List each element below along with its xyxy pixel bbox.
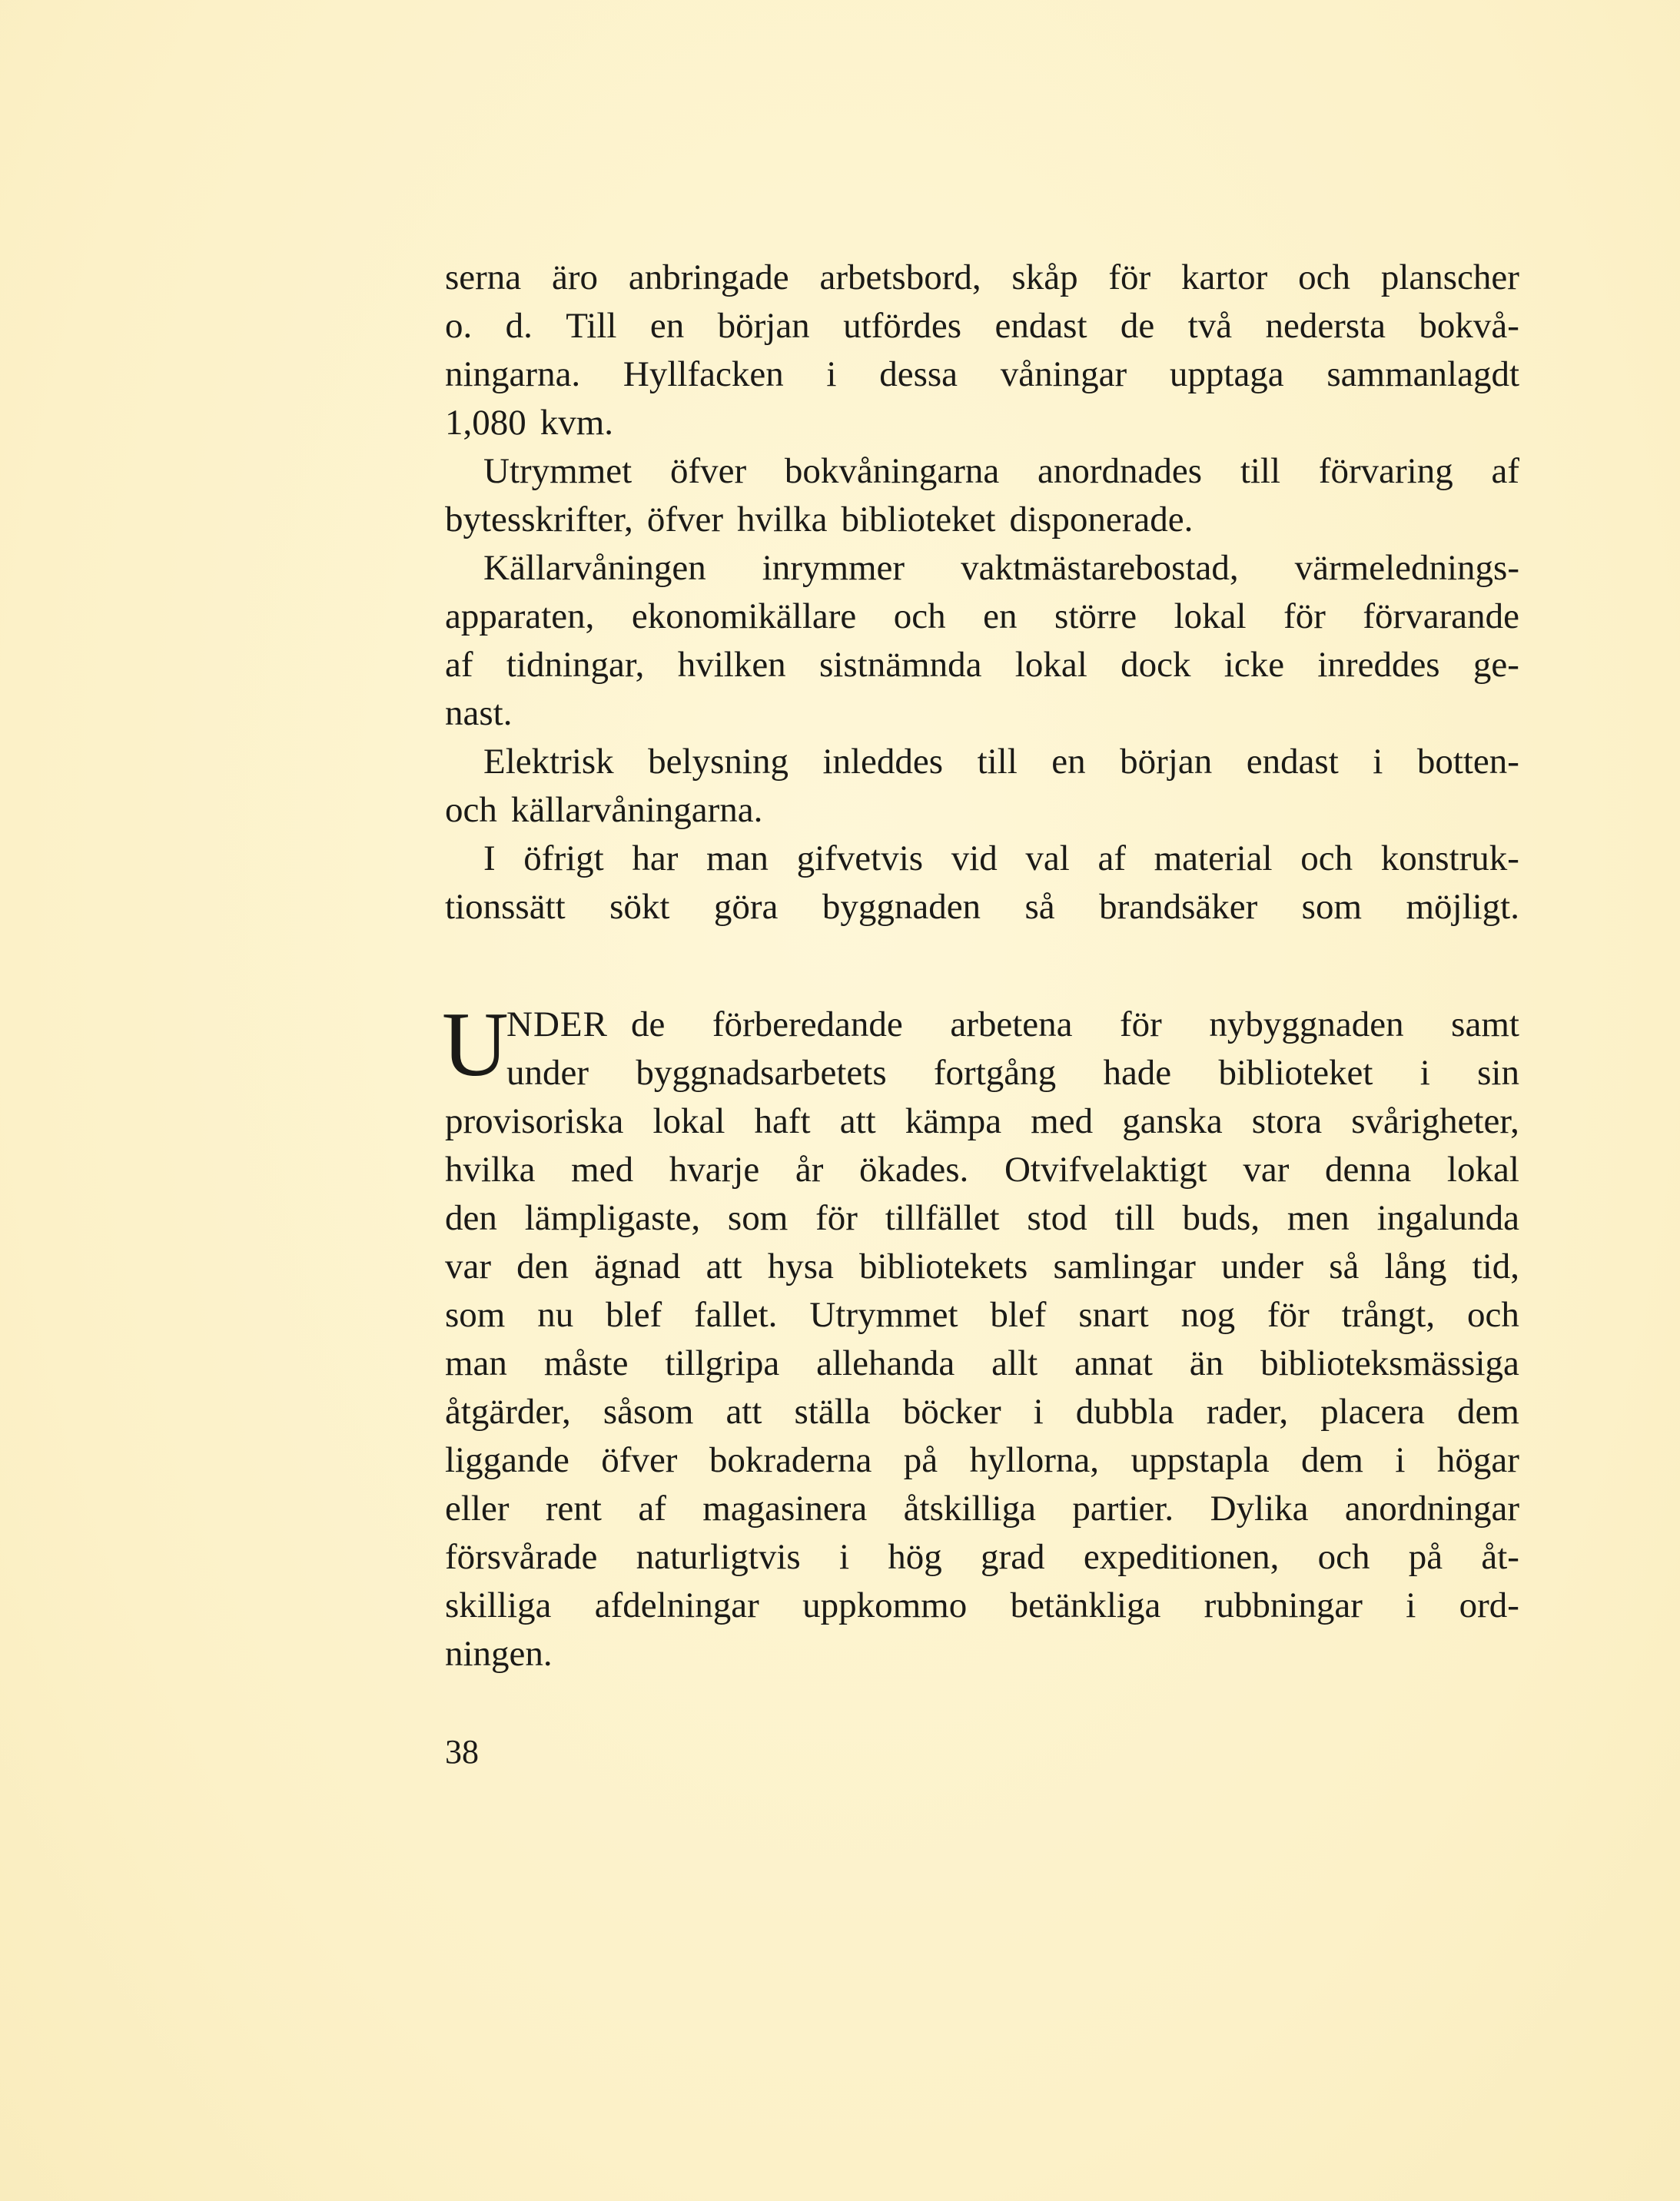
- word: sökt: [609, 887, 670, 927]
- word: öfrigt: [523, 838, 604, 878]
- word: såsom: [603, 1392, 694, 1432]
- word: för: [1108, 257, 1151, 297]
- word: kartor: [1181, 257, 1268, 297]
- word: partier.: [1072, 1489, 1174, 1529]
- word: möjligt.: [1406, 887, 1519, 927]
- word: källarvåningarna.: [510, 790, 763, 830]
- word: under: [506, 1053, 589, 1093]
- text-line: [445, 786, 1519, 835]
- word: ökades.: [859, 1150, 969, 1190]
- word: dem: [1301, 1440, 1363, 1480]
- word: lång: [1384, 1247, 1447, 1286]
- word: biblioteksmässiga: [1260, 1343, 1519, 1383]
- word: till: [1114, 1198, 1155, 1238]
- word: inleddes: [822, 742, 944, 782]
- word: år: [795, 1150, 824, 1190]
- first-line-rest: [631, 1001, 1519, 1049]
- section-spacer: [445, 931, 1519, 1001]
- word: och: [1298, 257, 1350, 297]
- text-line: [445, 641, 1519, 689]
- word: bytesskrifter,: [445, 500, 633, 539]
- word: dock: [1121, 645, 1191, 685]
- word: nedersta: [1265, 306, 1386, 346]
- word: i: [826, 354, 837, 394]
- word: snart: [1078, 1295, 1149, 1335]
- word: blef: [606, 1295, 662, 1335]
- text-line: [445, 1388, 1519, 1436]
- word: icke: [1223, 645, 1285, 685]
- text-line: [445, 1194, 1519, 1243]
- word: nog: [1180, 1295, 1236, 1335]
- word: hvilken: [677, 645, 786, 685]
- word: Till: [566, 306, 617, 346]
- word: åtskilliga: [903, 1489, 1036, 1529]
- word: bokvåningarna: [784, 451, 1000, 491]
- word: som: [1301, 887, 1363, 927]
- word: byggnaden: [822, 887, 981, 927]
- word: skåp: [1011, 257, 1078, 297]
- word: åt-: [1481, 1537, 1519, 1577]
- text-line: [445, 1243, 1519, 1291]
- word: trångt,: [1341, 1295, 1436, 1335]
- section-1: [445, 254, 1519, 931]
- word: svårigheter,: [1351, 1101, 1519, 1141]
- word: haft: [754, 1101, 811, 1141]
- word: fortgång: [933, 1053, 1057, 1093]
- word: I: [483, 838, 496, 878]
- word: hvilka: [445, 1150, 536, 1190]
- word: början: [1120, 742, 1213, 782]
- word: i: [1033, 1392, 1044, 1432]
- word: bokraderna: [709, 1440, 872, 1480]
- word: med: [571, 1150, 634, 1190]
- word: än: [1189, 1343, 1224, 1383]
- word: stod: [1027, 1198, 1087, 1238]
- text-line: [445, 350, 1519, 399]
- word: den: [516, 1247, 569, 1286]
- word: man: [706, 838, 769, 878]
- text-line: [445, 883, 1519, 931]
- word: de: [1120, 306, 1155, 346]
- word: grad: [981, 1537, 1045, 1577]
- text-line: [445, 254, 1519, 302]
- word: som: [727, 1198, 789, 1238]
- word: kämpa: [905, 1101, 1002, 1141]
- word: våningar: [1000, 354, 1127, 394]
- word: böcker: [902, 1392, 1001, 1432]
- word: Elektrisk: [483, 742, 614, 782]
- word: kvm.: [540, 403, 614, 443]
- word: hade: [1103, 1053, 1172, 1093]
- word: försvårade: [445, 1537, 598, 1577]
- word: att: [839, 1101, 876, 1141]
- word: placera: [1320, 1392, 1425, 1432]
- word: förvarande: [1363, 596, 1519, 636]
- section-2: [442, 993, 1519, 1678]
- word: hysa: [767, 1247, 834, 1286]
- word: botten-: [1416, 742, 1519, 782]
- word: allt: [991, 1343, 1038, 1383]
- word: ganska: [1122, 1101, 1223, 1141]
- word: material: [1154, 838, 1273, 878]
- word: anordnades: [1038, 451, 1203, 491]
- word: dessa: [879, 354, 958, 394]
- word: ord-: [1459, 1585, 1519, 1625]
- word: Otvifvelaktigt: [1004, 1150, 1207, 1190]
- word: tillgripa: [665, 1343, 780, 1383]
- word: expeditionen,: [1083, 1537, 1280, 1577]
- word: rader,: [1206, 1392, 1289, 1432]
- word: lokal: [1014, 645, 1087, 685]
- word: nast.: [445, 693, 513, 733]
- word: bokvå-: [1419, 306, 1519, 346]
- text-line: [445, 1630, 1519, 1678]
- word: uppstapla: [1131, 1440, 1270, 1480]
- word: af: [638, 1489, 666, 1529]
- word: 1,080: [445, 403, 526, 443]
- text-line: [445, 689, 1519, 738]
- word: Hyllfacken: [623, 354, 784, 394]
- word: öfver: [646, 500, 723, 539]
- word: af: [1491, 451, 1519, 491]
- page-body: [442, 254, 1519, 1678]
- word: lämpligaste,: [524, 1198, 701, 1238]
- word: de: [630, 1004, 666, 1044]
- word: ägnad: [594, 1247, 681, 1286]
- word: rent: [545, 1489, 602, 1529]
- word: tid,: [1472, 1247, 1519, 1286]
- word: Utrymmet: [483, 451, 632, 491]
- word: uppkommo: [802, 1585, 968, 1625]
- word: sammanlagdt: [1326, 354, 1519, 394]
- word: och: [445, 790, 497, 830]
- word: endast: [994, 306, 1087, 346]
- word: arbetena: [950, 1004, 1073, 1044]
- word: på: [903, 1440, 938, 1480]
- text-line: [445, 399, 1519, 447]
- word: utfördes: [843, 306, 962, 346]
- word: till: [977, 742, 1018, 782]
- word: i: [1373, 742, 1383, 782]
- word: öfver: [669, 451, 747, 491]
- word: bibliotekets: [859, 1247, 1028, 1286]
- word: naturligtvis: [636, 1537, 801, 1577]
- word: annat: [1074, 1343, 1153, 1383]
- word: under: [1221, 1247, 1304, 1286]
- word: i: [838, 1537, 850, 1577]
- word: o.: [445, 306, 473, 346]
- word: och: [1467, 1295, 1519, 1335]
- word: nu: [537, 1295, 574, 1335]
- word: val: [1025, 838, 1070, 878]
- word: Källarvåningen: [483, 548, 706, 588]
- word: för: [1120, 1004, 1162, 1044]
- text-line: [445, 1340, 1519, 1388]
- word: man: [445, 1343, 507, 1383]
- word: biblioteket: [1218, 1053, 1373, 1093]
- word: så: [1024, 887, 1055, 927]
- word: förvaring: [1318, 451, 1453, 491]
- section-2-first-line: [445, 1001, 1519, 1049]
- word: värmelednings-: [1294, 548, 1519, 588]
- word: konstruk-: [1380, 838, 1519, 878]
- word: men: [1287, 1198, 1350, 1238]
- word: nybyggnaden: [1209, 1004, 1404, 1044]
- word: Dylika: [1210, 1489, 1309, 1529]
- word: på: [1408, 1537, 1443, 1577]
- word: tillfället: [885, 1198, 1000, 1238]
- word: början: [717, 306, 810, 346]
- word: af: [1097, 838, 1126, 878]
- section-2-lines: [445, 1049, 1519, 1678]
- word: till: [1240, 451, 1281, 491]
- word: planscher: [1380, 257, 1519, 297]
- word: blef: [990, 1295, 1047, 1335]
- word: i: [1419, 1053, 1430, 1093]
- word: sin: [1477, 1053, 1519, 1093]
- word: stora: [1251, 1101, 1323, 1141]
- word: betänkliga: [1010, 1585, 1161, 1625]
- word: och: [1300, 838, 1353, 878]
- word: af: [445, 645, 473, 685]
- word: arbetsbord,: [819, 257, 981, 297]
- word: förberedande: [712, 1004, 903, 1044]
- word: fallet.: [694, 1295, 778, 1335]
- word: provisoriska: [445, 1101, 624, 1141]
- word: ningarna.: [445, 354, 581, 394]
- word: hög: [888, 1537, 942, 1577]
- word: magasinera: [702, 1489, 868, 1529]
- text-line: [445, 496, 1519, 544]
- text-line: [445, 1049, 1519, 1097]
- word: ekonomikällare: [631, 596, 857, 636]
- word: sistnämnda: [819, 645, 982, 685]
- word: ingalunda: [1376, 1198, 1519, 1238]
- word: hvarje: [669, 1150, 760, 1190]
- word: två: [1187, 306, 1233, 346]
- word: gifvetvis: [796, 838, 924, 878]
- word: tidningar,: [506, 645, 645, 685]
- word: så: [1329, 1247, 1360, 1286]
- text-line: [445, 738, 1519, 786]
- word: serna: [445, 257, 522, 297]
- text-line: [445, 1485, 1519, 1533]
- word: att: [725, 1392, 762, 1432]
- word: en: [649, 306, 685, 346]
- word: ge-: [1472, 645, 1519, 685]
- word: öfver: [601, 1440, 678, 1480]
- word: med: [1031, 1101, 1094, 1141]
- word: inreddes: [1317, 645, 1440, 685]
- word: högar: [1436, 1440, 1519, 1480]
- word: skilliga: [445, 1585, 552, 1625]
- word: och: [1317, 1537, 1370, 1577]
- word: eller: [445, 1489, 510, 1529]
- word: lokal: [652, 1101, 725, 1141]
- word: hvilka: [736, 500, 828, 539]
- word: en: [1051, 742, 1086, 782]
- text-line: [445, 302, 1519, 350]
- word: biblioteket: [841, 500, 996, 539]
- text-line: [445, 593, 1519, 641]
- word: en: [983, 596, 1018, 636]
- word: göra: [713, 887, 779, 927]
- word: disponerade.: [1009, 500, 1194, 539]
- word: dem: [1456, 1392, 1519, 1432]
- word: anbringade: [628, 257, 789, 297]
- first-word-rest: NDER: [506, 1004, 608, 1044]
- word: inrymmer: [762, 548, 905, 588]
- word: afdelningar: [594, 1585, 759, 1625]
- page-number: 38: [445, 1733, 479, 1771]
- word: har: [632, 838, 679, 878]
- word: var: [1243, 1150, 1290, 1190]
- word: för: [1267, 1295, 1310, 1335]
- drop-cap: U: [442, 993, 509, 1095]
- word: buds,: [1182, 1198, 1260, 1238]
- word: upptaga: [1169, 354, 1284, 394]
- word: byggnadsarbetets: [636, 1053, 887, 1093]
- word: samt: [1451, 1004, 1519, 1044]
- word: ningen.: [445, 1634, 553, 1674]
- word: lokal: [1174, 596, 1247, 636]
- text-line: [445, 544, 1519, 593]
- text-line: [445, 1582, 1519, 1630]
- word: anordningar: [1344, 1489, 1519, 1529]
- text-line: [445, 1291, 1519, 1340]
- text-line: [445, 1533, 1519, 1582]
- word: rubbningar: [1204, 1585, 1363, 1625]
- word: för: [1283, 596, 1326, 636]
- word: i: [1406, 1585, 1416, 1625]
- word: den: [445, 1198, 497, 1238]
- text-line: [445, 447, 1519, 496]
- word: vaktmästarebostad,: [961, 548, 1239, 588]
- text-line: [445, 1097, 1519, 1146]
- word: som: [445, 1295, 506, 1335]
- word: allehanda: [816, 1343, 955, 1383]
- word: var: [445, 1247, 492, 1286]
- word: för: [815, 1198, 858, 1238]
- word: endast: [1246, 742, 1339, 782]
- word: samlingar: [1053, 1247, 1196, 1286]
- word: större: [1054, 596, 1137, 636]
- word: d.: [505, 306, 533, 346]
- word: denna: [1325, 1150, 1412, 1190]
- word: hyllorna,: [969, 1440, 1099, 1480]
- word: åtgärder,: [445, 1392, 571, 1432]
- word: brandsäker: [1099, 887, 1258, 927]
- word: apparaten,: [445, 596, 595, 636]
- word: i: [1395, 1440, 1406, 1480]
- word: Utrymmet: [809, 1295, 958, 1335]
- word: dubbla: [1075, 1392, 1174, 1432]
- text-line: [445, 1436, 1519, 1485]
- word: vid: [951, 838, 998, 878]
- word: tionssätt: [445, 887, 566, 927]
- word: och: [893, 596, 946, 636]
- text-line: [445, 1146, 1519, 1194]
- word: belysning: [648, 742, 789, 782]
- word: äro: [552, 257, 599, 297]
- word: lokal: [1446, 1150, 1519, 1190]
- word: ställa: [794, 1392, 871, 1432]
- word: måste: [543, 1343, 629, 1383]
- word: liggande: [445, 1440, 569, 1480]
- word: att: [706, 1247, 742, 1286]
- text-line: [445, 835, 1519, 883]
